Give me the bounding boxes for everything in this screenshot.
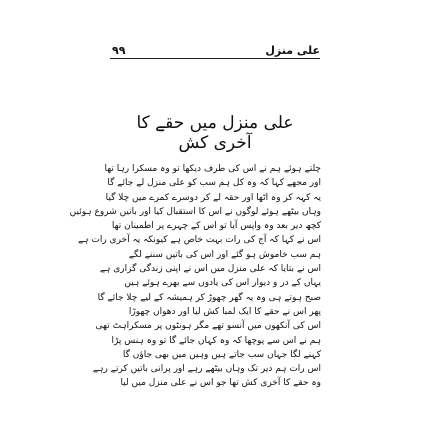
body-line: کہنے لگا جہاں سب جاتے ہیں وہیں میں بھی جاؤں گا [122,349,321,360]
page-number: ۹۹ [112,44,126,57]
body-line: وہ حقے کا آخری کش تھا جو اس نے علی منزل میں لیا [120,378,321,389]
body-line: ہم سب خاموش ہو گئے اور اس کی باتیں سننے لگے [128,249,321,260]
body-line: یہاں کے در و دیوار اس کی یادوں سے بھرے ہوئے ہیں [124,278,321,289]
body-text [69,162,321,389]
body-line: پھر اس نے حقے کا ایک لمبا کش لیا اور دھواں چھوڑا [128,306,321,317]
body-line: اس رات ہم دیر تک وہاں بیٹھے رہے اور پرانی باتیں کرتے رہے [92,364,321,375]
chapter-heading: علی منزل میں حقے کا آخری کش [136,113,294,153]
body-line: چلتے ہوئے ہم نے اس کی طرف دیکھا تو وہ مسکرا رہا تھا [104,164,321,174]
body-line: اس کی آنکھوں میں آنسو تھے مگر ہونٹوں پر مسکراہٹ تھی [95,321,321,332]
body-line: ہم نے اس سے پوچھا کہ وہ کہاں جائے گا تو وہ ہنس پڑا [111,335,321,346]
body-line: اور مجھے کہا کہ وہ کل ہم سب کو علی منزل لے جائے گا [107,178,321,189]
running-title: علی منزل [265,44,320,57]
body-line: صبح ہوتے ہی وہ یہ گھر چھوڑ کر ہمیشہ کے لیے چلا جائے گا [97,292,321,303]
body-line: اس نے بتایا کہ علی منزل میں اس نے اپنی زندگی گزاری ہے [99,264,321,275]
body-line: کچھ دیر بعد وہ واپس آیا تو اس کے چہرے پر اطمینان تھا [111,221,321,232]
body-line: وہاں بیٹھے ہوئے لوگوں نے اس کا استقبال کیا اور باتیں شروع ہوئیں [69,206,321,217]
body-line: اس نے کہا کہ آج کی رات بہت خاص ہے کیونکہ یہ آخری رات ہے [77,235,321,246]
body-line: یہ کہہ کر وہ اٹھا اور حقہ لے کر دوسرے کمرے میں چلا گیا [105,192,321,203]
header-rule [110,58,320,59]
